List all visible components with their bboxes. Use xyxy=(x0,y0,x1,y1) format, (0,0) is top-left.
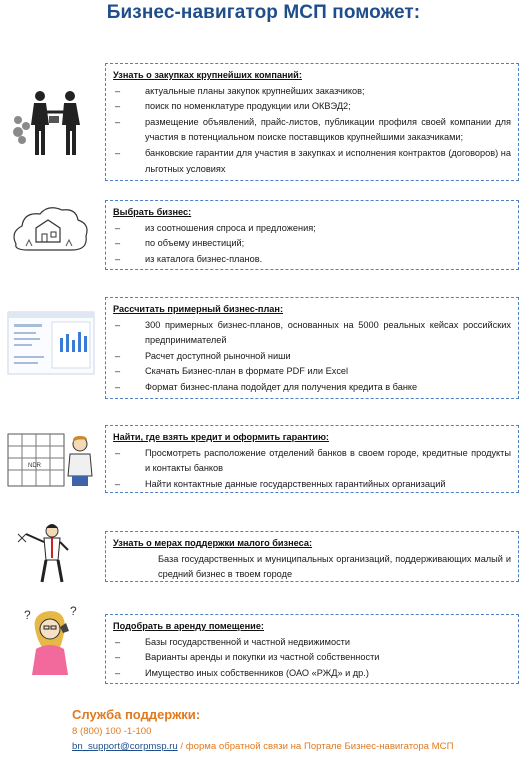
list-item: – банковские гарантии для участия в закупках и исполнения контрактов (договоров) на льготных условиях xyxy=(115,147,511,174)
list-item: – Просмотреть расположение отделений банков в своем городе, кредитные продукты и контакты банков xyxy=(115,447,511,474)
handshake-people-icon xyxy=(6,86,96,158)
support-heading: Служба поддержки: xyxy=(72,707,201,722)
box-support-measures xyxy=(105,531,519,582)
box-procurement xyxy=(105,63,519,181)
box-business-plan xyxy=(105,297,519,399)
box-rent xyxy=(105,614,519,684)
feedback-form-text[interactable]: / форма обратной связи на Портале Бизнес-навигатора МСП xyxy=(177,741,454,752)
list-item: – поиск по номенклатуре продукции или ОКВЭД2; xyxy=(115,101,351,112)
list-item: – Найти контактные данные государственных гарантийных организаций xyxy=(115,478,446,489)
svg-text:?: ? xyxy=(24,608,31,622)
support-contacts xyxy=(72,739,492,754)
list-item: – Базы государственной и частной недвижимости xyxy=(115,636,350,647)
section-heading: Узнать о мерах поддержки малого бизнеса: xyxy=(113,538,313,548)
list-item: База государственных и муниципальных организаций, поддерживающих малый и средний бизнес в твоем городе xyxy=(158,553,511,580)
section-heading: Подобрать в аренду помещение: xyxy=(113,621,264,631)
list-item: – Расчет доступной рыночной ниши xyxy=(115,350,291,361)
list-item: – Скачать Бизнес-план в формате PDF или Excel xyxy=(115,366,349,377)
dashboard-screenshot-icon xyxy=(6,310,96,376)
list-item: – Формат бизнес-плана подойдет для получения кредита в банке xyxy=(115,381,418,392)
page-title: Бизнес-навигатор МСП поможет: xyxy=(106,2,421,23)
bank-person-icon xyxy=(6,430,96,490)
box-credit xyxy=(105,425,519,493)
box-choose-business xyxy=(105,200,519,270)
svg-text:?: ? xyxy=(70,605,77,618)
section-heading: Выбрать бизнес: xyxy=(113,207,192,217)
list-item: – из каталога бизнес-планов. xyxy=(115,253,263,264)
list-item: – по объему инвестиций; xyxy=(115,238,245,249)
list-item: – Имущество иных собственников (ОАО «РЖД» и др.) xyxy=(115,667,369,678)
list-item: – из соотношения спроса и предложения; xyxy=(115,222,316,233)
section-heading: Узнать о закупках крупнейших компаний: xyxy=(113,70,302,80)
support-email-link[interactable]: bn_support@corpmsp.ru xyxy=(72,741,178,752)
list-item: – размещение объявлений, прайс-листов, публикации профиля своей компании для участия в потенциальном поиске поставщиков крупнейшими заказчиками; xyxy=(115,116,511,143)
svg-text:NDR: NDR xyxy=(28,463,41,469)
woman-phone-icon xyxy=(6,605,96,677)
section-heading: Рассчитать примерный бизнес-план: xyxy=(113,304,284,314)
support-block xyxy=(72,706,492,754)
support-phone[interactable]: 8 (800) 100 -1-100 xyxy=(72,726,152,737)
list-item: – 300 примерных бизнес-планов, основанных на 5000 реальных кейсах российских предпринимателей xyxy=(115,319,511,346)
section-heading: Найти, где взять кредит и оформить гарантию: xyxy=(113,432,329,442)
list-item: – Варианты аренды и покупки из частной собственности xyxy=(115,652,380,663)
house-cloud-icon xyxy=(6,202,96,264)
list-item: – актуальные планы закупок крупнейших заказчиков; xyxy=(115,85,365,96)
person-pointer-icon xyxy=(6,522,96,584)
